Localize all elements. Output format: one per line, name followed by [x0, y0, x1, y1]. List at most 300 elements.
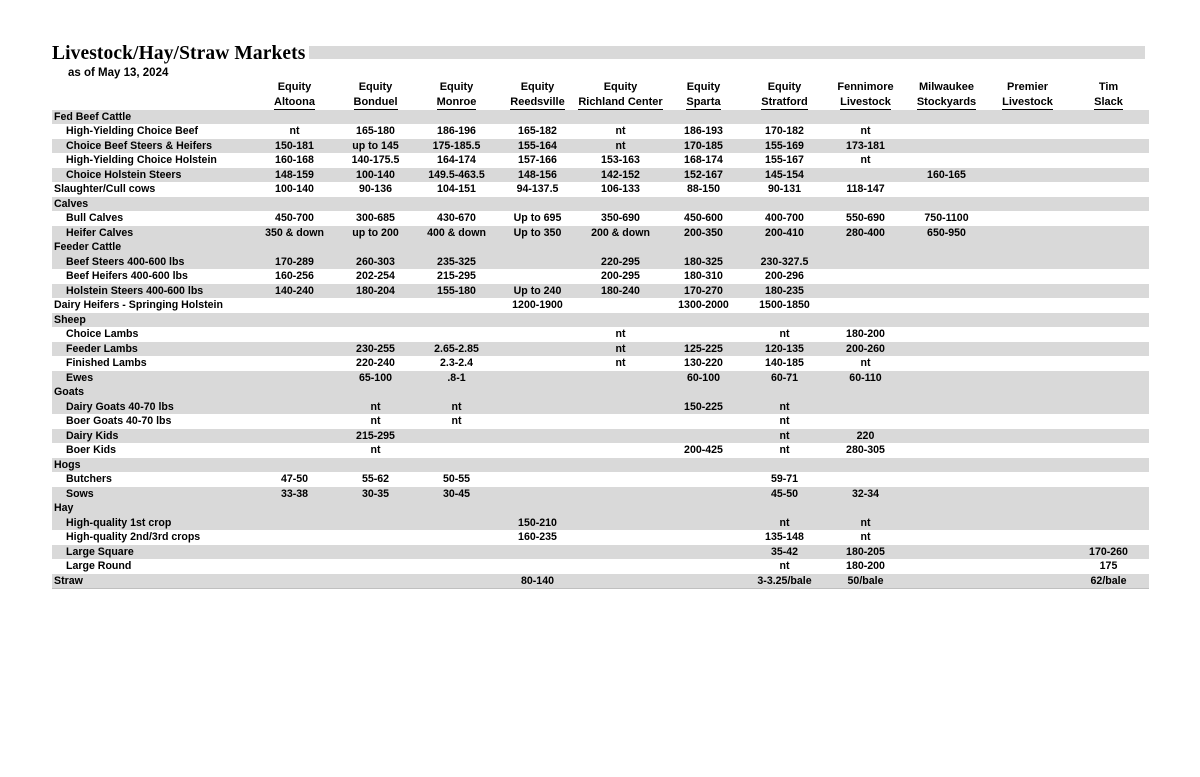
- price-cell: nt: [254, 124, 335, 139]
- row-label: Choice Holstein Steers: [52, 168, 254, 183]
- price-cell: [254, 400, 335, 415]
- price-cell: 155-167: [744, 153, 825, 168]
- price-cell: 220-295: [578, 255, 663, 270]
- price-cell: [335, 197, 416, 212]
- price-cell: 280-400: [825, 226, 906, 241]
- section-label: Fed Beef Cattle: [52, 110, 254, 125]
- table-row: [52, 400, 1149, 415]
- price-cell: 200 & down: [578, 226, 663, 241]
- price-cell: [578, 472, 663, 487]
- price-cell: 45-50: [744, 487, 825, 502]
- price-cell: [987, 443, 1068, 458]
- price-cell: [254, 298, 335, 313]
- price-cell: 180-205: [825, 545, 906, 560]
- price-cell: nt: [416, 414, 497, 429]
- price-cell: [825, 168, 906, 183]
- price-cell: 50-55: [416, 472, 497, 487]
- price-cell: [825, 197, 906, 212]
- row-label: Straw: [52, 574, 254, 589]
- price-cell: [906, 124, 987, 139]
- section-header-row: [52, 197, 1149, 212]
- price-cell: [1068, 385, 1149, 400]
- price-cell: 88-150: [663, 182, 744, 197]
- price-cell: 94-137.5: [497, 182, 578, 197]
- price-cell: [906, 501, 987, 516]
- table-row: [52, 226, 1149, 241]
- column-header-underlined-label: Sparta: [686, 95, 721, 108]
- price-cell: 175-185.5: [416, 139, 497, 154]
- price-cell: nt: [744, 559, 825, 574]
- row-label: Heifer Calves: [52, 226, 254, 241]
- column-header-line1-10: Tim: [1068, 80, 1149, 95]
- price-cell: nt: [825, 530, 906, 545]
- price-cell: [1068, 472, 1149, 487]
- price-cell: [254, 443, 335, 458]
- price-cell: [1068, 110, 1149, 125]
- column-header-line2-8: [906, 95, 987, 110]
- price-cell: [987, 313, 1068, 328]
- price-cell: 180-325: [663, 255, 744, 270]
- table-row: [52, 545, 1149, 560]
- price-cell: [663, 385, 744, 400]
- price-cell: 106-133: [578, 182, 663, 197]
- column-header-line2-0: [254, 95, 335, 110]
- price-cell: 180-200: [825, 559, 906, 574]
- header-corner-cell-2: [52, 95, 254, 110]
- price-cell: [906, 487, 987, 502]
- price-cell: [987, 356, 1068, 371]
- price-cell: 170-270: [663, 284, 744, 299]
- column-header-underlined-label: Stockyards: [916, 95, 977, 108]
- price-cell: 1500-1850: [744, 298, 825, 313]
- price-cell: [335, 516, 416, 531]
- price-cell: 200-350: [663, 226, 744, 241]
- price-cell: [906, 371, 987, 386]
- price-cell: [987, 400, 1068, 415]
- price-cell: [416, 327, 497, 342]
- price-cell: [663, 313, 744, 328]
- price-cell: [416, 197, 497, 212]
- column-header-line1-8: Milwaukee: [906, 80, 987, 95]
- price-cell: 80-140: [497, 574, 578, 589]
- price-cell: [987, 530, 1068, 545]
- price-cell: [906, 240, 987, 255]
- column-header-line2-7: [825, 95, 906, 110]
- price-cell: [497, 110, 578, 125]
- price-cell: 150-181: [254, 139, 335, 154]
- price-cell: 235-325: [416, 255, 497, 270]
- column-header-line1-2: Equity: [416, 80, 497, 95]
- price-cell: nt: [825, 153, 906, 168]
- price-cell: [497, 269, 578, 284]
- price-cell: nt: [578, 327, 663, 342]
- price-cell: [1068, 211, 1149, 226]
- price-cell: nt: [744, 327, 825, 342]
- price-cell: [825, 501, 906, 516]
- price-cell: [1068, 153, 1149, 168]
- price-cell: [497, 240, 578, 255]
- price-cell: [744, 240, 825, 255]
- price-cell: 186-193: [663, 124, 744, 139]
- column-header-line1-1: Equity: [335, 80, 416, 95]
- price-cell: 32-34: [825, 487, 906, 502]
- row-label: Boer Goats 40-70 lbs: [52, 414, 254, 429]
- price-cell: [987, 226, 1068, 241]
- price-cell: 202-254: [335, 269, 416, 284]
- column-header-line1-4: Equity: [578, 80, 663, 95]
- table-row: [52, 153, 1149, 168]
- price-cell: [497, 327, 578, 342]
- price-cell: 230-327.5: [744, 255, 825, 270]
- header-corner-cell: [52, 80, 254, 95]
- price-cell: [663, 110, 744, 125]
- price-cell: [254, 501, 335, 516]
- price-cell: [254, 559, 335, 574]
- column-header-line2-10: [1068, 95, 1149, 110]
- row-label: High-quality 2nd/3rd crops: [52, 530, 254, 545]
- price-cell: 170-182: [744, 124, 825, 139]
- price-cell: [987, 414, 1068, 429]
- price-cell: 650-950: [906, 226, 987, 241]
- section-header-row: [52, 240, 1149, 255]
- price-cell: [1068, 139, 1149, 154]
- price-cell: [1068, 400, 1149, 415]
- price-cell: [906, 400, 987, 415]
- price-cell: [254, 414, 335, 429]
- column-header-line1-0: Equity: [254, 80, 335, 95]
- price-cell: [578, 197, 663, 212]
- price-cell: [335, 530, 416, 545]
- section-header-row: [52, 313, 1149, 328]
- price-cell: up to 145: [335, 139, 416, 154]
- price-cell: [578, 298, 663, 313]
- price-cell: nt: [744, 414, 825, 429]
- column-header-line1-6: Equity: [744, 80, 825, 95]
- price-cell: [906, 574, 987, 589]
- price-cell: [335, 313, 416, 328]
- row-label: Sows: [52, 487, 254, 502]
- price-cell: [497, 400, 578, 415]
- price-cell: 200-296: [744, 269, 825, 284]
- table-row: [52, 530, 1149, 545]
- price-cell: [416, 574, 497, 589]
- header-row-line1: [52, 80, 1149, 95]
- price-cell: [663, 429, 744, 444]
- price-cell: [744, 458, 825, 473]
- price-cell: 180-310: [663, 269, 744, 284]
- price-cell: 60-100: [663, 371, 744, 386]
- row-label: Dairy Kids: [52, 429, 254, 444]
- column-header-line1-3: Equity: [497, 80, 578, 95]
- price-cell: [987, 501, 1068, 516]
- price-cell: [416, 298, 497, 313]
- price-cell: [1068, 530, 1149, 545]
- price-cell: [335, 110, 416, 125]
- table-row: [52, 472, 1149, 487]
- price-cell: [1068, 168, 1149, 183]
- price-cell: 55-62: [335, 472, 416, 487]
- price-cell: 150-210: [497, 516, 578, 531]
- price-cell: [987, 182, 1068, 197]
- price-cell: [1068, 342, 1149, 357]
- price-cell: [825, 298, 906, 313]
- price-cell: [254, 385, 335, 400]
- price-cell: [416, 313, 497, 328]
- price-cell: [497, 429, 578, 444]
- price-cell: nt: [825, 124, 906, 139]
- column-header-line2-3: [497, 95, 578, 110]
- column-header-underlined-label: Slack: [1094, 95, 1123, 108]
- price-cell: [825, 269, 906, 284]
- price-cell: [416, 429, 497, 444]
- table-header: [52, 80, 1149, 110]
- price-cell: 180-200: [825, 327, 906, 342]
- price-cell: [497, 559, 578, 574]
- price-cell: [663, 487, 744, 502]
- row-label: Dairy Heifers - Springing Holstein: [52, 298, 254, 313]
- price-cell: 135-148: [744, 530, 825, 545]
- price-cell: 170-260: [1068, 545, 1149, 560]
- price-cell: [254, 197, 335, 212]
- row-label: Ewes: [52, 371, 254, 386]
- price-cell: [825, 385, 906, 400]
- price-cell: 750-1100: [906, 211, 987, 226]
- price-cell: 220: [825, 429, 906, 444]
- price-cell: 142-152: [578, 168, 663, 183]
- price-cell: 450-700: [254, 211, 335, 226]
- price-cell: [987, 429, 1068, 444]
- price-cell: [578, 443, 663, 458]
- price-cell: [744, 197, 825, 212]
- price-cell: [663, 559, 744, 574]
- row-label: Choice Beef Steers & Heifers: [52, 139, 254, 154]
- price-cell: 152-167: [663, 168, 744, 183]
- price-cell: 47-50: [254, 472, 335, 487]
- price-cell: [254, 313, 335, 328]
- price-cell: 153-163: [578, 153, 663, 168]
- price-cell: .8-1: [416, 371, 497, 386]
- row-label: Holstein Steers 400-600 lbs: [52, 284, 254, 299]
- price-cell: nt: [744, 400, 825, 415]
- price-cell: 200-425: [663, 443, 744, 458]
- price-cell: 35-42: [744, 545, 825, 560]
- price-cell: [416, 458, 497, 473]
- column-header-line2-4: [578, 95, 663, 110]
- table-row: [52, 168, 1149, 183]
- price-cell: [578, 429, 663, 444]
- section-header-row: [52, 501, 1149, 516]
- price-cell: 450-600: [663, 211, 744, 226]
- price-cell: [906, 182, 987, 197]
- section-label: Hogs: [52, 458, 254, 473]
- price-cell: [578, 559, 663, 574]
- price-cell: [906, 429, 987, 444]
- table-row: [52, 356, 1149, 371]
- price-cell: [254, 342, 335, 357]
- price-cell: 160-235: [497, 530, 578, 545]
- price-cell: 125-225: [663, 342, 744, 357]
- price-cell: [497, 487, 578, 502]
- price-cell: 200-260: [825, 342, 906, 357]
- price-cell: [254, 356, 335, 371]
- row-label: High-Yielding Choice Beef: [52, 124, 254, 139]
- table-body: [52, 110, 1149, 589]
- price-cell: [825, 400, 906, 415]
- price-cell: [1068, 124, 1149, 139]
- report-date: as of May 13, 2024: [68, 67, 169, 79]
- price-cell: [987, 240, 1068, 255]
- column-header-line1-5: Equity: [663, 80, 744, 95]
- price-cell: nt: [744, 429, 825, 444]
- table-row: [52, 211, 1149, 226]
- price-cell: [335, 327, 416, 342]
- price-cell: [578, 371, 663, 386]
- price-cell: [825, 255, 906, 270]
- price-cell: nt: [416, 400, 497, 415]
- price-cell: 90-131: [744, 182, 825, 197]
- price-cell: [987, 472, 1068, 487]
- price-cell: [1068, 458, 1149, 473]
- price-cell: [497, 313, 578, 328]
- price-cell: 65-100: [335, 371, 416, 386]
- price-cell: 260-303: [335, 255, 416, 270]
- price-cell: [254, 530, 335, 545]
- price-cell: [744, 110, 825, 125]
- price-cell: 165-182: [497, 124, 578, 139]
- price-cell: 145-154: [744, 168, 825, 183]
- header-row-line2: [52, 95, 1149, 110]
- price-cell: [987, 197, 1068, 212]
- price-cell: [497, 385, 578, 400]
- price-cell: [254, 110, 335, 125]
- price-cell: [254, 545, 335, 560]
- price-cell: [825, 284, 906, 299]
- column-header-line2-2: [416, 95, 497, 110]
- price-cell: [987, 255, 1068, 270]
- section-label: Calves: [52, 197, 254, 212]
- price-cell: 148-159: [254, 168, 335, 183]
- price-cell: [987, 124, 1068, 139]
- price-cell: [663, 458, 744, 473]
- table-row: [52, 139, 1149, 154]
- price-cell: [497, 414, 578, 429]
- table-row: [52, 414, 1149, 429]
- price-cell: [906, 110, 987, 125]
- price-cell: [744, 313, 825, 328]
- price-cell: [987, 168, 1068, 183]
- price-cell: [254, 327, 335, 342]
- column-header-underlined-label: Bonduel: [353, 95, 398, 108]
- price-cell: [497, 472, 578, 487]
- price-cell: 186-196: [416, 124, 497, 139]
- row-label: High-Yielding Choice Holstein: [52, 153, 254, 168]
- column-header-underlined-label: Livestock: [840, 95, 891, 108]
- price-cell: 140-175.5: [335, 153, 416, 168]
- price-cell: [335, 458, 416, 473]
- price-cell: 160-165: [906, 168, 987, 183]
- price-cell: [987, 545, 1068, 560]
- price-cell: [906, 443, 987, 458]
- price-cell: [416, 110, 497, 125]
- price-cell: [663, 472, 744, 487]
- price-cell: 33-38: [254, 487, 335, 502]
- price-cell: 30-35: [335, 487, 416, 502]
- price-cell: 2.65-2.85: [416, 342, 497, 357]
- price-cell: [416, 516, 497, 531]
- price-cell: [497, 443, 578, 458]
- section-label: Hay: [52, 501, 254, 516]
- price-cell: nt: [744, 443, 825, 458]
- price-cell: [578, 545, 663, 560]
- section-label: Goats: [52, 385, 254, 400]
- row-label: Finished Lambs: [52, 356, 254, 371]
- price-cell: [578, 110, 663, 125]
- price-cell: 148-156: [497, 168, 578, 183]
- price-cell: 170-289: [254, 255, 335, 270]
- price-cell: 220-240: [335, 356, 416, 371]
- price-cell: [987, 385, 1068, 400]
- price-cell: 200-295: [578, 269, 663, 284]
- price-cell: 30-45: [416, 487, 497, 502]
- price-cell: [1068, 226, 1149, 241]
- price-cell: 160-168: [254, 153, 335, 168]
- price-cell: 130-220: [663, 356, 744, 371]
- table-row: [52, 429, 1149, 444]
- price-cell: 3-3.25/bale: [744, 574, 825, 589]
- price-cell: 62/bale: [1068, 574, 1149, 589]
- price-cell: [906, 545, 987, 560]
- column-header-underlined-label: Reedsville: [510, 95, 565, 108]
- page-title: Livestock/Hay/Straw Markets: [52, 44, 309, 64]
- price-cell: 215-295: [416, 269, 497, 284]
- price-cell: 104-151: [416, 182, 497, 197]
- price-cell: [578, 516, 663, 531]
- section-label: Feeder Cattle: [52, 240, 254, 255]
- price-cell: 350 & down: [254, 226, 335, 241]
- price-cell: [416, 443, 497, 458]
- price-cell: [416, 559, 497, 574]
- price-cell: [906, 139, 987, 154]
- price-cell: Up to 695: [497, 211, 578, 226]
- table-row: [52, 443, 1149, 458]
- section-label: Sheep: [52, 313, 254, 328]
- price-cell: [987, 487, 1068, 502]
- price-cell: nt: [744, 516, 825, 531]
- row-label: Large Round: [52, 559, 254, 574]
- price-cell: 400-700: [744, 211, 825, 226]
- price-cell: [497, 371, 578, 386]
- price-cell: 173-181: [825, 139, 906, 154]
- price-cell: [578, 501, 663, 516]
- price-cell: [497, 545, 578, 560]
- price-cell: [906, 472, 987, 487]
- price-cell: [987, 559, 1068, 574]
- section-header-row: [52, 385, 1149, 400]
- column-header-underlined-label: Richland Center: [578, 95, 663, 108]
- price-cell: [663, 501, 744, 516]
- price-cell: [1068, 313, 1149, 328]
- price-cell: [1068, 356, 1149, 371]
- price-cell: [497, 458, 578, 473]
- price-cell: [906, 298, 987, 313]
- price-cell: [663, 197, 744, 212]
- row-label: Feeder Lambs: [52, 342, 254, 357]
- table-row: [52, 487, 1149, 502]
- price-cell: [497, 356, 578, 371]
- column-header-line1-7: Fennimore: [825, 80, 906, 95]
- price-cell: [1068, 516, 1149, 531]
- price-cell: [744, 501, 825, 516]
